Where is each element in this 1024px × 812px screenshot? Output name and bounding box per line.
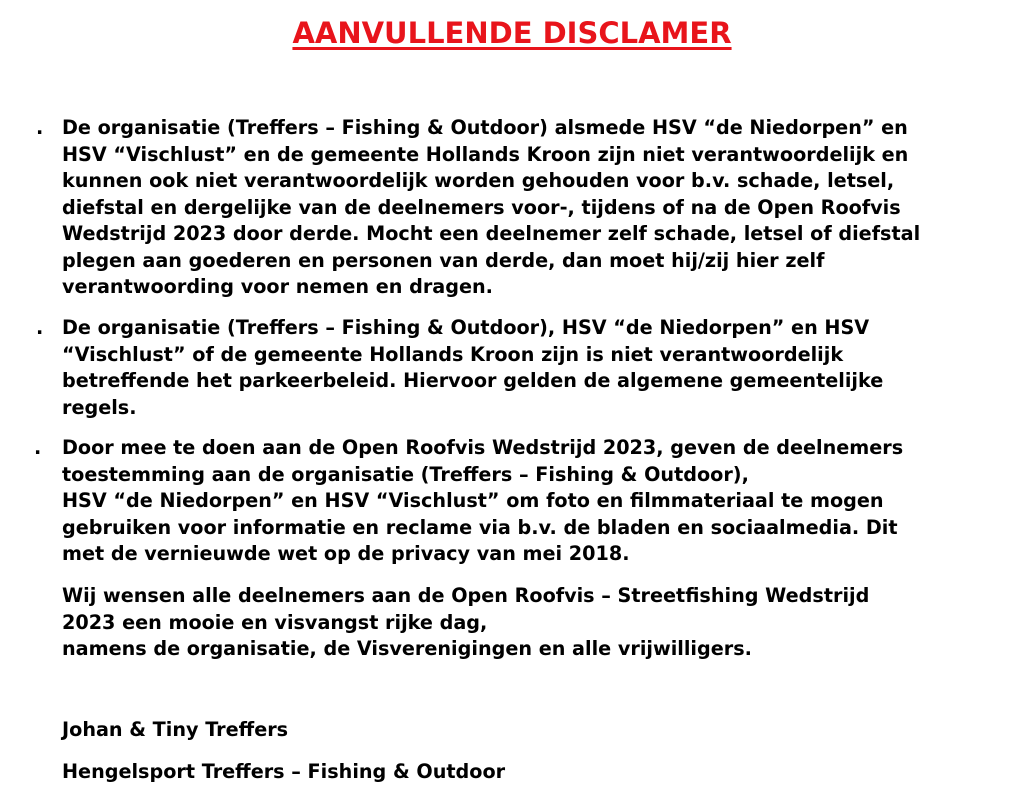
paragraph-line: gebruiken voor informatie en reclame via b.v. de bladen en sociaalmedia. Dit	[62, 515, 898, 539]
disclaimer-paragraph-media	[34, 435, 904, 568]
closing-message	[62, 583, 869, 663]
paragraph-line: Door mee te doen aan de Open Roofvis Wedstrijd 2023, geven de deelnemers	[62, 436, 904, 459]
paragraph-line: HSV “Vischlust” en de gemeente Hollands Kroon zijn niet verantwoordelijk en	[62, 142, 909, 166]
paragraph-line: HSV “de Niedorpen” en HSV “Vischlust” om foto en filmmateriaal te mogen	[62, 489, 884, 512]
paragraph-line: diefstal en dergelijke van de deelnemers voor-, tijdens of na de Open Roofvis	[62, 195, 901, 219]
bullet-marker: .	[36, 316, 44, 339]
closing-line: namens de organisatie, de Visverenigingen en alle vrijwilligers.	[62, 637, 752, 660]
paragraph-line: Wedstrijd 2023 door derde. Mocht een deelnemer zelf schade, letsel of diefstal	[62, 222, 921, 245]
paragraph-line: regels.	[62, 395, 137, 419]
paragraph-line: met de vernieuwde wet op de privacy van mei 2018.	[62, 542, 630, 565]
bullet-marker: .	[36, 116, 44, 139]
disclaimer-paragraph-liability	[36, 115, 921, 301]
closing-line: Wij wensen alle deelnemers aan de Open Roofvis – Streetfishing Wedstrijd	[62, 584, 870, 607]
paragraph-line: plegen aan goederen en personen van derde, dan moet hij/zij hier zelf	[62, 248, 825, 272]
paragraph-line: De organisatie (Treffers – Fishing & Outdoor) alsmede HSV “de Niedorpen” en	[62, 116, 908, 139]
paragraph-line: toestemming aan de organisatie (Treffers – Fishing & Outdoor),	[62, 462, 749, 486]
paragraph-line: “Vischlust” of de gemeente Hollands Kroon zijn is niet verantwoordelijk	[62, 342, 844, 366]
paragraph-line: verantwoording voor nemen en dragen.	[62, 275, 493, 298]
signature-name: Johan & Tiny Treffers	[62, 718, 289, 741]
paragraph-line: kunnen ook niet verantwoordelijk worden gehouden voor b.v. schade, letsel,	[62, 169, 895, 192]
signature-company: Hengelsport Treffers – Fishing & Outdoor	[62, 760, 506, 783]
bullet-marker: .	[34, 436, 42, 459]
closing-line: 2023 een mooie en visvangst rijke dag,	[62, 610, 488, 634]
disclaimer-paragraph-parking	[36, 315, 884, 421]
paragraph-line: De organisatie (Treffers – Fishing & Outdoor), HSV “de Niedorpen” en HSV	[62, 316, 870, 339]
paragraph-line: betreffende het parkeerbeleid. Hiervoor gelden de algemene gemeentelijke	[62, 369, 884, 392]
page-title: AANVULLENDE DISCLAMER	[292, 16, 732, 50]
